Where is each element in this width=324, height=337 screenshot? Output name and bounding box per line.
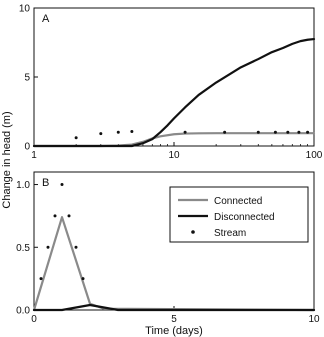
panel-label-panel-a: A: [42, 13, 50, 25]
y-tick-label-panel-b-0: 0.0: [16, 305, 30, 317]
stream-point-panel-b-0: [40, 277, 43, 280]
x-tick-label-panel-a-1: 10: [168, 150, 180, 161]
y-tick-label-panel-a-1: 5: [24, 72, 30, 84]
panel-a: [19, 4, 323, 162]
stream-point-panel-a-3: [130, 130, 133, 133]
stream-point-panel-a-8: [286, 131, 289, 134]
stream-point-panel-a-0: [75, 136, 78, 139]
panel-label-panel-b: B: [42, 177, 50, 189]
y-tick-label-panel-b-1: 0.5: [16, 242, 30, 254]
stream-point-panel-b-5: [75, 246, 78, 249]
y-tick-label-panel-a-2: 10: [18, 3, 30, 15]
legend-label-0: Connected: [214, 196, 263, 207]
stream-point-panel-a-4: [184, 131, 187, 134]
stream-point-panel-b-4: [68, 214, 71, 217]
x-tick-label-panel-a-2: 100: [305, 150, 323, 161]
y-tick-label-panel-a-0: 0: [24, 141, 30, 153]
stream-point-panel-a-6: [257, 131, 260, 134]
x-tick-label-panel-b-2: 10: [308, 314, 320, 325]
stream-point-panel-b-6: [82, 277, 85, 280]
stream-point-panel-a-10: [306, 131, 309, 134]
stream-point-panel-a-9: [297, 131, 300, 134]
stream-point-panel-b-3: [61, 183, 64, 186]
stream-point-panel-b-1: [47, 246, 50, 249]
stream-point-panel-b-2: [54, 214, 57, 217]
legend-swatch-2: [191, 230, 195, 234]
stream-point-panel-a-7: [274, 131, 277, 134]
stream-point-panel-a-2: [117, 131, 120, 134]
legend: [170, 187, 308, 242]
legend-label-2: Stream: [214, 228, 247, 239]
y-axis-label: Change in head (m): [1, 111, 13, 209]
legend-label-1: Disconnected: [214, 212, 275, 223]
stream-point-panel-a-1: [99, 132, 102, 135]
x-axis-label: Time (days): [145, 325, 203, 337]
y-tick-label-panel-b-2: 1.0: [16, 180, 30, 192]
x-tick-label-panel-b-1: 5: [171, 314, 177, 325]
x-tick-label-panel-b-0: 0: [31, 314, 37, 325]
series-line-panel-a-1: [34, 39, 314, 146]
stream-point-panel-a-5: [223, 131, 226, 134]
plot-frame-panel-a: [34, 8, 314, 146]
x-tick-label-panel-a-0: 1: [31, 150, 37, 161]
